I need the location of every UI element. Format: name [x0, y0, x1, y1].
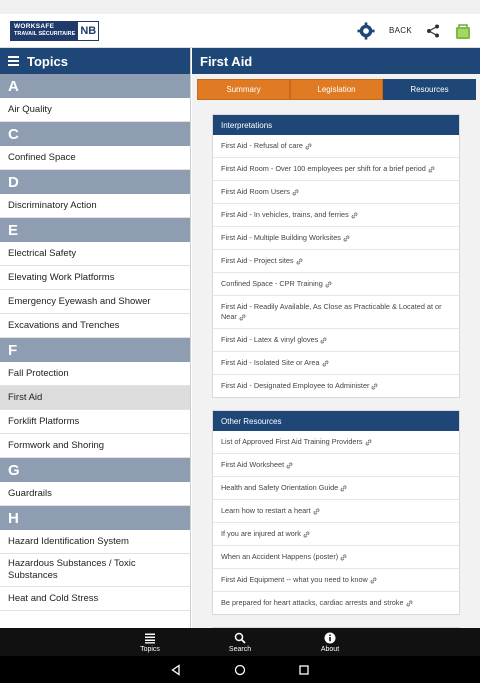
interpretations-card — [212, 114, 460, 398]
resource-link[interactable]: First Aid - Designated Employee to Administer — [213, 375, 459, 397]
worksafe-logo[interactable] — [10, 21, 99, 41]
topic-fall-protection[interactable]: Fall Protection — [0, 362, 190, 386]
list-icon — [144, 632, 156, 644]
letter-header-f: F — [0, 338, 190, 362]
topics-panel — [0, 48, 191, 628]
back-button[interactable]: BACK — [389, 26, 412, 35]
bottom-nav — [0, 628, 480, 656]
recents-square-icon[interactable] — [298, 664, 310, 676]
basket-icon[interactable] — [454, 22, 472, 40]
topic-hazard-identification[interactable]: Hazard Identification System — [0, 530, 190, 554]
link-icon — [340, 485, 347, 492]
logo-abbr: NB — [78, 22, 98, 40]
link-icon — [325, 281, 332, 288]
other-resources-header: Other Resources — [213, 411, 459, 431]
topic-hazardous-substances[interactable]: Hazardous Substances / Toxic Substances — [0, 554, 190, 587]
link-icon — [406, 600, 413, 607]
detail-panel — [192, 48, 480, 628]
link-icon — [365, 439, 372, 446]
topic-electrical-safety[interactable]: Electrical Safety — [0, 242, 190, 266]
logo-line2: TRAVAIL SÉCURITAIRE — [14, 31, 76, 37]
system-nav — [0, 656, 480, 683]
topic-confined-space[interactable]: Confined Space — [0, 146, 190, 170]
resource-link[interactable]: First Aid Equipment -- what you need to know — [213, 569, 459, 592]
nav-search-label: Search — [228, 645, 252, 653]
link-icon — [313, 508, 320, 515]
link-icon — [320, 337, 327, 344]
topic-emergency-eyewash[interactable]: Emergency Eyewash and Shower — [0, 290, 190, 314]
link-icon — [286, 462, 293, 469]
tab-resources[interactable]: Resources — [383, 79, 476, 100]
resource-link[interactable]: First Aid - In vehicles, trains, and ferries — [213, 204, 459, 227]
status-bar — [0, 0, 480, 14]
link-icon — [351, 212, 358, 219]
letter-header-e: E — [0, 218, 190, 242]
resource-link[interactable]: When an Accident Happens (poster) — [213, 546, 459, 569]
resource-link[interactable]: First Aid - Readily Available, As Close as Practicable & Located at or Near — [213, 296, 459, 329]
resource-link[interactable]: List of Approved First Aid Training Providers — [213, 431, 459, 454]
resource-link[interactable]: First Aid - Refusal of care — [213, 135, 459, 158]
link-icon — [343, 235, 350, 242]
link-icon — [239, 314, 246, 321]
nav-topics-button[interactable] — [131, 628, 169, 656]
resource-link[interactable]: Be prepared for heart attacks, cardiac arrests and stroke — [213, 592, 459, 614]
topic-elevating-work-platforms[interactable]: Elevating Work Platforms — [0, 266, 190, 290]
resource-link[interactable]: If you are injured at work — [213, 523, 459, 546]
topic-discriminatory-action[interactable]: Discriminatory Action — [0, 194, 190, 218]
link-icon — [340, 554, 347, 561]
topic-guardrails[interactable]: Guardrails — [0, 482, 190, 506]
detail-title: First Aid — [192, 48, 480, 74]
other-resources-card — [212, 410, 460, 615]
back-triangle-icon[interactable] — [170, 664, 182, 676]
detail-tabs — [197, 79, 476, 100]
link-icon — [371, 383, 378, 390]
topic-forklift-platforms[interactable]: Forklift Platforms — [0, 410, 190, 434]
menu-icon[interactable] — [8, 56, 19, 66]
resource-link[interactable]: First Aid - Multiple Building Worksites — [213, 227, 459, 250]
info-icon — [324, 632, 336, 644]
topic-air-quality[interactable]: Air Quality — [0, 98, 190, 122]
tab-legislation[interactable]: Legislation — [290, 79, 383, 100]
topics-title: Topics — [27, 53, 68, 69]
topics-header — [0, 48, 190, 74]
resource-link[interactable]: Health and Safety Orientation Guide — [213, 477, 459, 500]
letter-header-h: H — [0, 506, 190, 530]
letter-header-d: D — [0, 170, 190, 194]
topic-formwork-shoring[interactable]: Formwork and Shoring — [0, 434, 190, 458]
letter-header-c: C — [0, 122, 190, 146]
link-icon — [428, 166, 435, 173]
letter-header-g: G — [0, 458, 190, 482]
header-actions — [357, 22, 472, 40]
link-icon — [296, 258, 303, 265]
share-icon[interactable] — [426, 24, 440, 38]
resource-link[interactable]: First Aid - Isolated Site or Area — [213, 352, 459, 375]
nav-topics-label: Topics — [140, 645, 160, 653]
topic-heat-cold-stress[interactable]: Heat and Cold Stress — [0, 587, 190, 611]
link-icon — [292, 189, 299, 196]
tab-summary[interactable]: Summary — [197, 79, 290, 100]
topic-excavations-trenches[interactable]: Excavations and Trenches — [0, 314, 190, 338]
topic-first-aid[interactable]: First Aid — [0, 386, 190, 410]
link-icon — [303, 531, 310, 538]
resource-link[interactable]: First Aid Worksheet — [213, 454, 459, 477]
resource-link[interactable]: Learn how to restart a heart — [213, 500, 459, 523]
link-icon — [322, 360, 329, 367]
resource-link[interactable]: First Aid Room - Over 100 employees per shift for a brief period — [213, 158, 459, 181]
resource-link[interactable]: First Aid - Project sites — [213, 250, 459, 273]
resource-link[interactable]: First Aid Room Users — [213, 181, 459, 204]
link-icon — [305, 143, 312, 150]
nav-about-label: About — [320, 645, 340, 653]
logo-text — [11, 22, 78, 40]
resources-content — [212, 114, 460, 649]
nav-search-button[interactable] — [221, 628, 259, 656]
search-icon — [234, 632, 246, 644]
logo-line1: WORKSAFE — [14, 23, 55, 30]
interpretations-header: Interpretations — [213, 115, 459, 135]
link-icon — [370, 577, 377, 584]
letter-header-a: A — [0, 74, 190, 98]
gear-icon[interactable] — [357, 22, 375, 40]
nav-about-button[interactable] — [311, 628, 349, 656]
app-header — [0, 14, 480, 48]
resource-link[interactable]: First Aid - Latex & vinyl gloves — [213, 329, 459, 352]
home-circle-icon[interactable] — [234, 664, 246, 676]
resource-link[interactable]: Confined Space - CPR Training — [213, 273, 459, 296]
